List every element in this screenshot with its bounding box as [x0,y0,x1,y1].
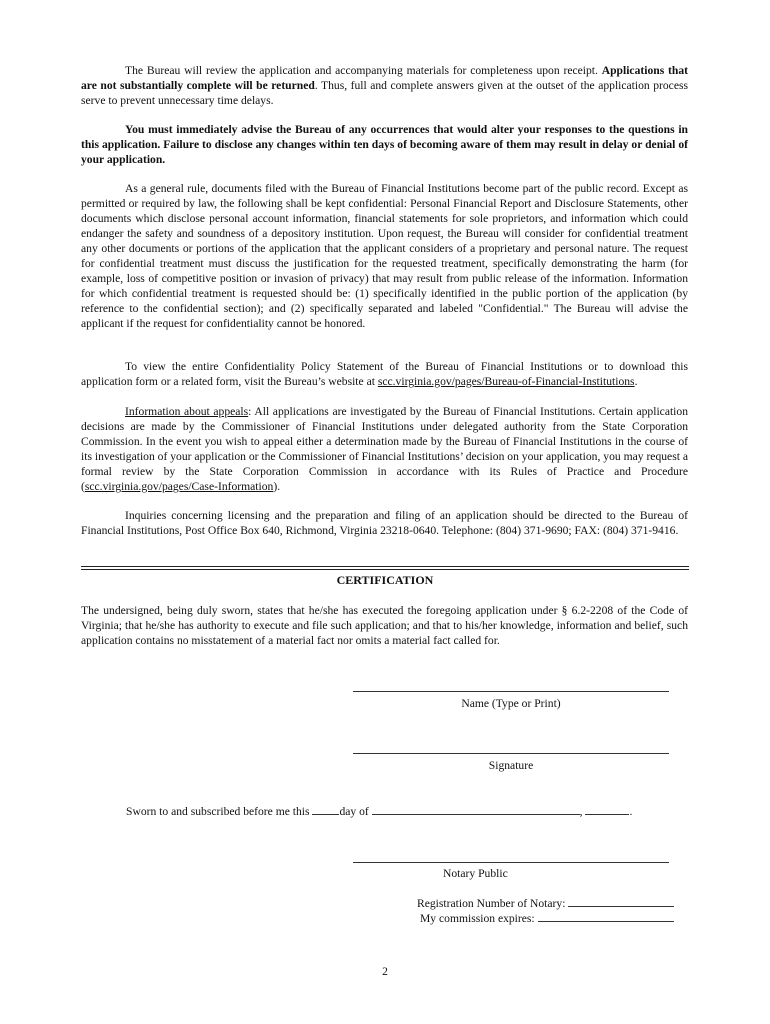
review-text-end: . Thus, full and complete answers given at the outset of the application process serve to prevent unnecessary time delays. [81,79,688,107]
sworn-statement: Sworn to and subscribed before me this day of , . [126,805,633,818]
registration-label: Registration Number of Notary: [417,897,566,910]
commission-row [420,911,674,926]
registration-row [417,896,674,911]
sworn-prefix: Sworn to and subscribed before me this [126,805,310,818]
appeals-heading: Information about appeals [125,405,249,418]
policy-paragraph: To view the entire Confidentiality Policy Statement of the Bureau of Financial Institutions or to download this application form or a related form, visit the Bureau’s website at scc.virginia.gov/pages/Bureau-of-Financial-Institutions. [81,360,688,388]
page-number: 2 [382,965,388,978]
bureau-website-link[interactable]: scc.virginia.gov/pages/Bureau-of-Financial-Institutions [377,375,635,388]
certification-text: The undersigned, being duly sworn, states that he/she has executed the foregoing application under § 6.2-2208 of the Code of Virginia; that he/she has authority to execute and file such application; and that to his/her knowledge, information and belief, such application contains no misstatement of a material fact nor omits a material fact called for. [81,604,688,647]
appeals-text: : All applications are investigated by the Bureau of Financial Institutions. Certain application decisions are made by the Commissioner of Financial Institutions under delegated authority from the State Corporation Commission. In the event you wish to appeal either a determination made by the Bureau of Financial Institutions in the course of its investigation of your application or the Commissioner of Financial Institutions’ decision on your application, you may request a formal review by the State Corporation Commission in accordance with its Rules of Practice and Procedure ( [81,405,688,493]
confidentiality-paragraph: As a general rule, documents filed with the Bureau of Financial Institutions become part of the public record. Except as permitted or required by law, the following shall be kept confidential: Personal Financial Report and Disclosure Statements, other documents which disclose personal account information, financial statements for sole proprietors, and information which could endanger the safety and soundness of a depository institution. Upon request, the Bureau will consider for confidential treatment any other documents or portions of the application that the applicant considers of a proprietary and personal nature. The request for confidential treatment must discuss the justification for the requested treatment, specifically demonstrating the harm (for example, loss of competitive position or invasion of privacy) that may result from public release of the information. Information for which confidential treatment is requested should be: (1) specifically identified in the public portion of the application (by reference to the confidential section); and (2) specifically separated and labeled "Confidential." The Bureau will advise the applicant if the request for confidentiality cannot be honored. [81,182,688,330]
signature-label: Signature [488,759,534,772]
case-information-link[interactable]: scc.virginia.gov/pages/Case-Information [84,480,274,493]
appeals-paragraph: Information about appeals: All applications are investigated by the Bureau of Financial Institutions. Certain application decisions are made by the Commissioner of Financial Institutions under delegated authority from the State Corporation Commission. In the event you wish to appeal either a determination made by the Bureau of Financial Institutions in the course of its investigation of your application or the Commissioner of Financial Institutions’ decision on your application, you may request a formal review by the State Corporation Commission in accordance with its Rules of Practice and Procedure (scc.virginia.gov/pages/Case-Information). [81,405,688,493]
commission-label: My commission expires: [420,912,535,925]
name-label: Name (Type or Print) [461,697,561,710]
month-blank[interactable] [372,804,580,815]
incomplete-warning: Applications that are not substantially complete will be returned [81,64,688,92]
signature-line[interactable] [353,753,669,754]
advise-bureau-paragraph: You must immediately advise the Bureau of any occurrences that would alter your responses to the questions in this application. Failure to disclose any changes within ten days of becoming aware of them may result in delay or denial of your application. [81,123,688,166]
section-divider-bottom [81,569,689,570]
commission-blank[interactable] [538,911,674,922]
notary-label: Notary Public [443,867,508,880]
section-divider-top [81,566,689,567]
policy-text: To view the entire Confidentiality Policy Statement of the Bureau of Financial Institutions or to download this application form or a related form, visit the Bureau’s website at [81,360,688,388]
review-paragraph [81,63,688,108]
name-line[interactable] [353,691,669,692]
sworn-day-of: day of [339,805,369,818]
certification-title: CERTIFICATION [336,573,434,587]
inquiries-paragraph: Inquiries concerning licensing and the preparation and filing of an application should be directed to the Bureau of Financial Institutions, Post Office Box 640, Richmond, Virginia 23218-0640. Telephone: (804) 371-9690; FAX: (804) 371-9416. [81,509,688,537]
notary-line[interactable] [353,862,669,863]
review-text: The Bureau will review the application and accompanying materials for completeness upon receipt. [125,64,598,77]
year-blank[interactable] [585,804,629,815]
registration-blank[interactable] [568,896,674,907]
day-blank[interactable] [312,804,339,815]
